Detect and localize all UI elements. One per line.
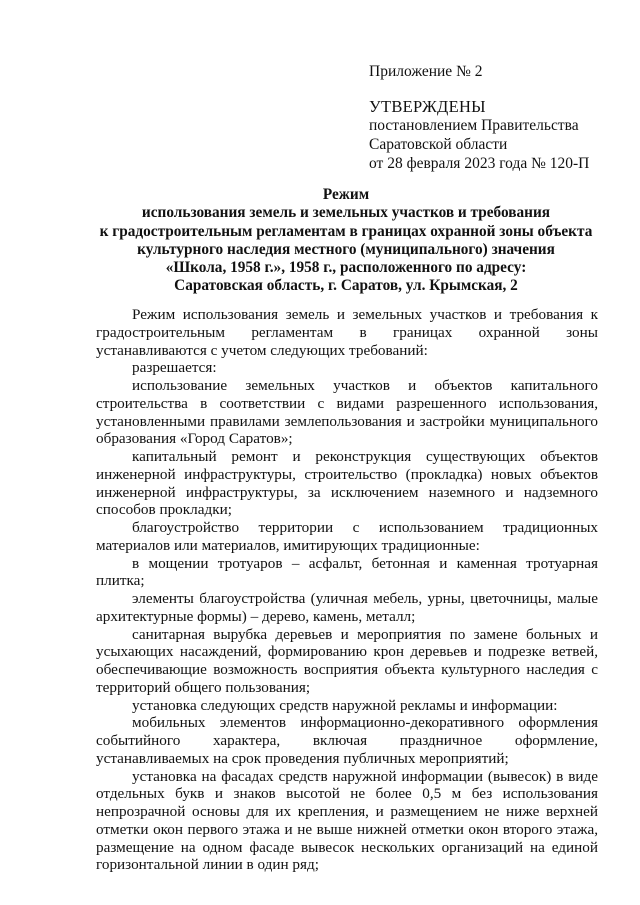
body-paragraph: разрешается: — [132, 359, 217, 377]
body-paragraph: благоустройство территории с использованием традиционных материалов или материалов, имитирующих традиционные: — [96, 519, 598, 554]
approval-line: постановлением Правительства — [369, 117, 579, 134]
title-line: Саратовская область, г. Саратов, ул. Крымская, 2 — [174, 277, 518, 295]
title-line: Режим — [322, 186, 370, 203]
approval-line: Саратовской области — [369, 136, 508, 153]
appendix-number: Приложение № 2 — [369, 63, 483, 80]
approval-line: от 28 февраля 2023 года № 120-П — [369, 155, 590, 172]
approval-block — [369, 97, 589, 173]
approval-heading: УТВЕРЖДЕНЫ — [369, 97, 486, 116]
body-paragraph: мобильных элементов информационно-декоративного оформления событийного характера, включая праздничное оформление, устанавливаемых на срок проведения публичных мероприятий; — [96, 714, 598, 767]
body-paragraph: санитарная вырубка деревьев и мероприятия по замене больных и усыхающих насаждений, формированию крон деревьев и подрезке ветвей, обеспечивающие возможность восприятия объекта культурного наследия с территорий общего пользования; — [96, 625, 598, 696]
body-paragraph: Режим использования земель и земельных участков и требования к градостроительным регламентам в границах охранной зоны устанавливаются с учетом следующих требований: — [96, 306, 598, 359]
title-line: культурного наследия местного (муниципального) значения — [137, 240, 555, 258]
body-paragraph: установка на фасадах средств наружной информации (вывесок) в виде отдельных букв и знаков высотой не более 0,5 м без использования непрозрачной основы для их крепления, и размещением не ниже верхней отметки окон первого этажа и не выше нижней отметки окон второго этажа, размещение на одном фасаде вывесок нескольких организаций на единой горизонтальной линии в один ряд; — [96, 767, 598, 874]
body-paragraph: в мощении тротуаров – асфальт, бетонная и каменная тротуарная плитка; — [96, 554, 598, 590]
title-line: использования земель и земельных участков и требования — [141, 204, 551, 222]
document-title — [96, 186, 596, 296]
title-line: «Школа, 1958 г.», 1958 г., расположенного по адресу: — [165, 259, 527, 277]
document-body — [96, 306, 598, 874]
title-line: к градостроительным регламентам в границах охранной зоны объекта — [99, 222, 593, 240]
body-paragraph: элементы благоустройства (уличная мебель, урны, цветочницы, малые архитектурные формы) – дерево, камень, металл; — [96, 590, 598, 625]
body-paragraph: капитальный ремонт и реконструкция существующих объектов инженерной инфраструктуры, строительство (прокладка) новых объектов инженерной инфраструктуры, за исключением наземного и надземного способов прокладки; — [96, 448, 598, 519]
body-paragraph: установка следующих средств наружной рекламы и информации: — [132, 696, 558, 714]
body-paragraph: использование земельных участков и объектов капитального строительства в соответствии с видами разрешенного использования, установленными правилами землепользования и застройки муниципального образования «Город Саратов»; — [96, 377, 598, 448]
